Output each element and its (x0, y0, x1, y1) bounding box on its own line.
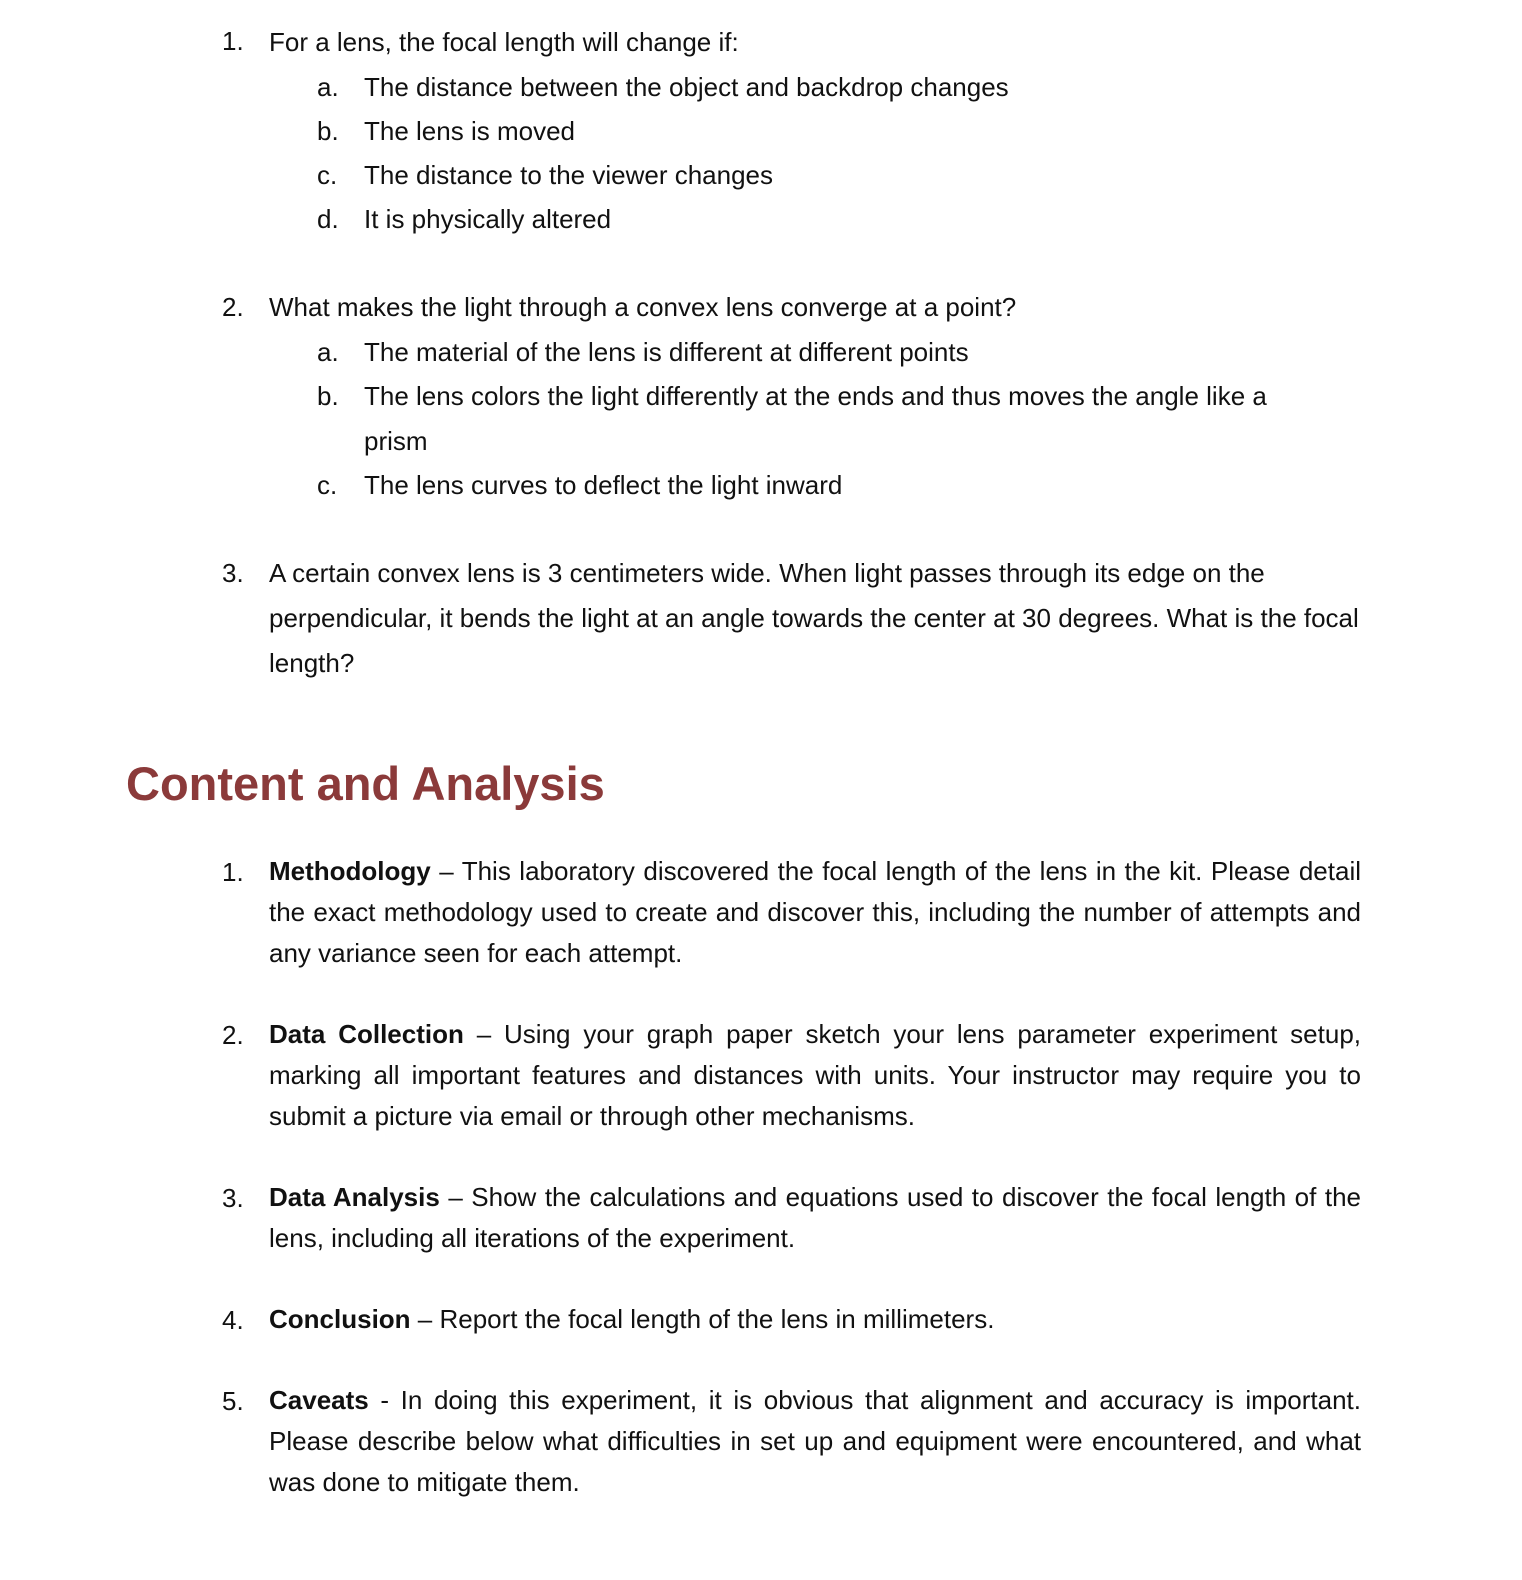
item-term: Methodology (269, 856, 431, 886)
item-separator: – (430, 856, 462, 886)
option-text: It is physically altered (364, 204, 612, 234)
option-letter: a. (317, 337, 339, 367)
content-item (269, 851, 1361, 974)
question-number: 2. (222, 292, 244, 322)
content-item (269, 1380, 1361, 1503)
option-text: The distance to the viewer changes (364, 160, 774, 190)
option-letter: d. (317, 204, 339, 234)
content-item (269, 1014, 1361, 1137)
question-text: A certain convex lens is 3 centimeters wide. When light passes through its edge on the perpendicular, it bends the light at an angle towards the center at 30 degrees. What is the focal length? (269, 558, 1359, 678)
option-letter: a. (317, 72, 339, 102)
option-letter: c. (317, 470, 338, 500)
option-text: The material of the lens is different at different points (364, 337, 969, 367)
option-text: The lens is moved (364, 116, 575, 146)
question-text: What makes the light through a convex lens converge at a point? (269, 292, 1017, 322)
item-text: Show the calculations and equations used to discover the focal length of the lens, including all iterations of the experiment. (269, 1182, 1362, 1253)
item-number: 4. (222, 1305, 244, 1335)
section-heading: Content and Analysis (126, 757, 605, 810)
option-text: The distance between the object and backdrop changes (364, 72, 1009, 102)
option-letter: b. (317, 381, 339, 411)
item-text: Using your graph paper sketch your lens parameter experiment setup, marking all important features and distances with units. Your instructor may require you to submit a picture via email or through other mechanisms. (269, 1019, 1362, 1131)
option-letter: b. (317, 116, 339, 146)
item-separator: – (410, 1304, 440, 1334)
item-number: 5. (222, 1386, 244, 1416)
item-term: Data Analysis (269, 1182, 440, 1212)
item-term: Caveats (269, 1385, 369, 1415)
content-item (269, 1299, 1361, 1340)
item-text: This laboratory discovered the focal length of the lens in the kit. Please detail the exact methodology used to create and discover this, including the number of attempts and any variance seen for each attempt. (269, 856, 1362, 968)
item-separator: – (463, 1019, 505, 1049)
item-number: 1. (222, 857, 244, 887)
item-text: Report the focal length of the lens in millimeters. (439, 1304, 995, 1334)
item-separator: - (368, 1385, 401, 1415)
item-text: In doing this experiment, it is obvious that alignment and accuracy is important. Please describe below what difficulties in set up and equipment were encountered, and what was done to mitigate them. (269, 1385, 1361, 1497)
item-separator: – (439, 1182, 472, 1212)
question-text: For a lens, the focal length will change if: (269, 27, 739, 57)
option-text: The lens colors the light differently at the ends and thus moves the angle like a prism (364, 381, 1267, 456)
option-letter: c. (317, 160, 338, 190)
item-term: Data Collection (269, 1019, 464, 1049)
content-item (269, 1177, 1361, 1259)
item-term: Conclusion (269, 1304, 411, 1334)
question-number: 1. (222, 26, 244, 56)
item-number: 2. (222, 1020, 244, 1050)
item-number: 3. (222, 1183, 244, 1213)
question-number: 3. (222, 558, 244, 588)
option-text: The lens curves to deflect the light inward (364, 470, 843, 500)
